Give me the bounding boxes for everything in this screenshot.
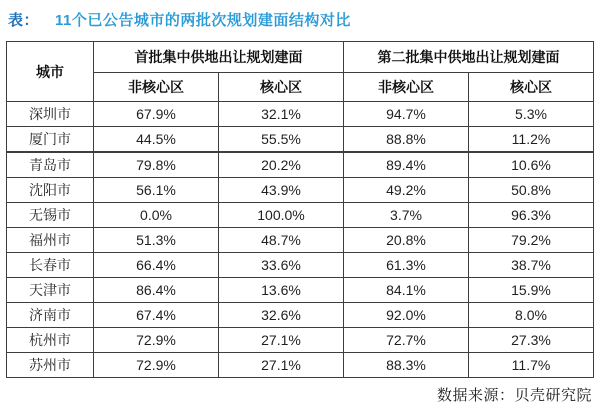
table-row-jinan (7, 303, 594, 328)
col-group-first-batch: 首批集中供地出让规划建面 (94, 42, 344, 73)
value-cell: 32.1% (219, 102, 344, 127)
value-cell: 67.9% (94, 102, 219, 127)
col-header-city: 城市 (7, 42, 94, 102)
city-cell: 青岛市 (7, 152, 94, 178)
table-row-tianjin (7, 278, 594, 303)
value-cell: 88.3% (344, 353, 469, 378)
table-row-shenyang (7, 178, 594, 203)
city-cell: 沈阳市 (7, 178, 94, 203)
figure-title (0, 0, 600, 30)
city-cell: 天津市 (7, 278, 94, 303)
table-row-hangzhou (7, 328, 594, 353)
value-cell: 84.1% (344, 278, 469, 303)
value-cell: 49.2% (344, 178, 469, 203)
value-cell: 27.1% (219, 328, 344, 353)
value-cell: 67.4% (94, 303, 219, 328)
city-structure-table (6, 41, 594, 378)
figure-title-prefix: 表： (8, 12, 40, 29)
value-cell: 66.4% (94, 253, 219, 278)
value-cell: 55.5% (219, 127, 344, 153)
value-cell: 44.5% (94, 127, 219, 153)
table-row-wuxi (7, 203, 594, 228)
value-cell: 48.7% (219, 228, 344, 253)
value-cell: 32.6% (219, 303, 344, 328)
value-cell: 72.9% (94, 328, 219, 353)
value-cell: 50.8% (469, 178, 594, 203)
figure-title-text: 11个已公告城市的两批次规划建面结构对比 (55, 12, 351, 29)
value-cell: 20.8% (344, 228, 469, 253)
table-header-sub-row (7, 73, 594, 102)
city-cell: 福州市 (7, 228, 94, 253)
table-row-suzhou (7, 353, 594, 378)
value-cell: 79.8% (94, 152, 219, 178)
value-cell: 33.6% (219, 253, 344, 278)
value-cell: 20.2% (219, 152, 344, 178)
value-cell: 27.3% (469, 328, 594, 353)
city-cell: 厦门市 (7, 127, 94, 153)
city-cell: 杭州市 (7, 328, 94, 353)
value-cell: 5.3% (469, 102, 594, 127)
value-cell: 15.9% (469, 278, 594, 303)
value-cell: 56.1% (94, 178, 219, 203)
value-cell: 0.0% (94, 203, 219, 228)
city-cell: 济南市 (7, 303, 94, 328)
value-cell: 88.8% (344, 127, 469, 153)
value-cell: 96.3% (469, 203, 594, 228)
value-cell: 8.0% (469, 303, 594, 328)
city-cell: 深圳市 (7, 102, 94, 127)
value-cell: 72.9% (94, 353, 219, 378)
city-cell: 苏州市 (7, 353, 94, 378)
value-cell: 92.0% (344, 303, 469, 328)
value-cell: 79.2% (469, 228, 594, 253)
col-header-first-noncore: 非核心区 (94, 73, 219, 102)
value-cell: 27.1% (219, 353, 344, 378)
table-row-fuzhou (7, 228, 594, 253)
value-cell: 13.6% (219, 278, 344, 303)
value-cell: 89.4% (344, 152, 469, 178)
value-cell: 100.0% (219, 203, 344, 228)
col-group-second-batch: 第二批集中供地出让规划建面 (344, 42, 594, 73)
value-cell: 51.3% (94, 228, 219, 253)
table-row-shenzhen (7, 102, 594, 127)
col-header-second-noncore: 非核心区 (344, 73, 469, 102)
table-row-xiamen (7, 127, 594, 153)
col-header-first-core: 核心区 (219, 73, 344, 102)
value-cell: 86.4% (94, 278, 219, 303)
table-row-qingdao (7, 152, 594, 178)
value-cell: 94.7% (344, 102, 469, 127)
table-row-changchun (7, 253, 594, 278)
value-cell: 61.3% (344, 253, 469, 278)
value-cell: 43.9% (219, 178, 344, 203)
value-cell: 72.7% (344, 328, 469, 353)
data-source: 数据来源：贝壳研究院 (436, 387, 592, 404)
value-cell: 38.7% (469, 253, 594, 278)
table-header-group-row (7, 42, 594, 73)
col-header-second-core: 核心区 (469, 73, 594, 102)
city-cell: 无锡市 (7, 203, 94, 228)
city-cell: 长春市 (7, 253, 94, 278)
value-cell: 11.7% (469, 353, 594, 378)
value-cell: 11.2% (469, 127, 594, 153)
value-cell: 10.6% (469, 152, 594, 178)
value-cell: 3.7% (344, 203, 469, 228)
